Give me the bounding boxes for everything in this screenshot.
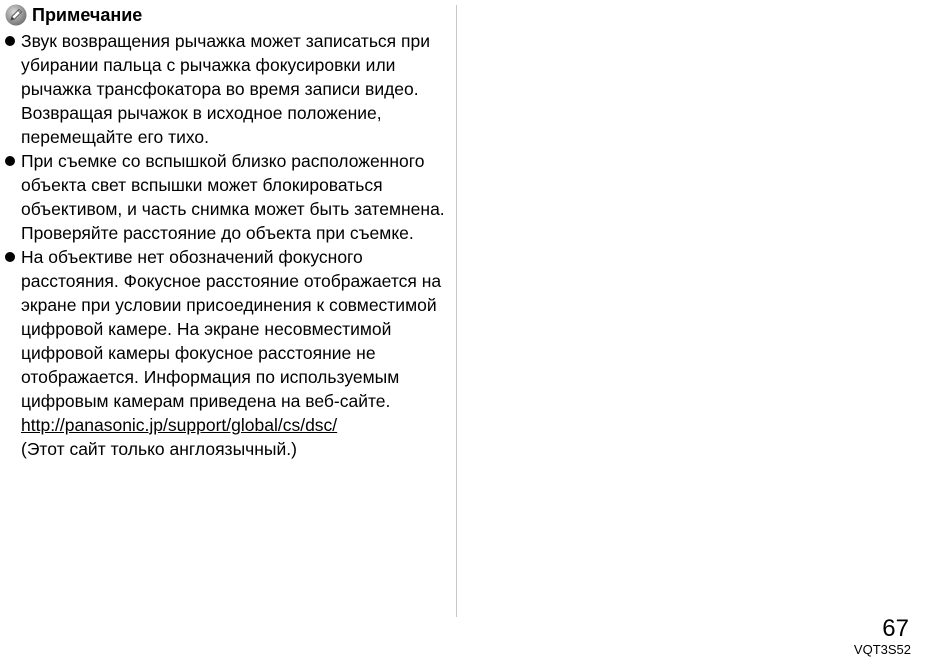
pencil-icon — [5, 4, 27, 26]
doc-code: VQT3S52 — [853, 642, 911, 657]
bullet-icon — [5, 252, 15, 262]
support-link[interactable]: http://panasonic.jp/support/global/cs/dsc/ — [21, 415, 338, 435]
column-divider — [456, 5, 457, 617]
note-section — [5, 3, 450, 461]
note-list — [5, 29, 450, 461]
bullet-icon — [5, 36, 15, 46]
note-heading — [5, 3, 450, 27]
note-text: Звук возвращения рычажка может записаться при убирании пальца с рычажка фокусировки или рычажка трансфокатора во время записи видео. Возвращая рычажок в исходное положение, перемещайте его тихо. — [21, 31, 431, 147]
list-item — [5, 29, 450, 149]
note-tail: (Этот сайт только англоязычный.) — [21, 439, 297, 459]
list-item — [5, 149, 450, 245]
page-number: 67 — [882, 615, 909, 642]
note-text: При съемке со вспышкой близко расположенного объекта свет вспышки может блокироваться объективом, и часть снимка может быть затемнена. Проверяйте расстояние до объекта при съемке. — [21, 151, 445, 243]
note-title: Примечание — [32, 5, 143, 25]
list-item — [5, 245, 450, 461]
note-text: На объективе нет обозначений фокусного расстояния. Фокусное расстояние отображается на экране при условии присоединения к совместимой цифровой камере. На экране несовместимой цифровой камеры фокусное расстояние не отображается. Информация по используемым цифровым камерам приведена на веб-сайте. — [21, 247, 442, 411]
bullet-icon — [5, 156, 15, 166]
